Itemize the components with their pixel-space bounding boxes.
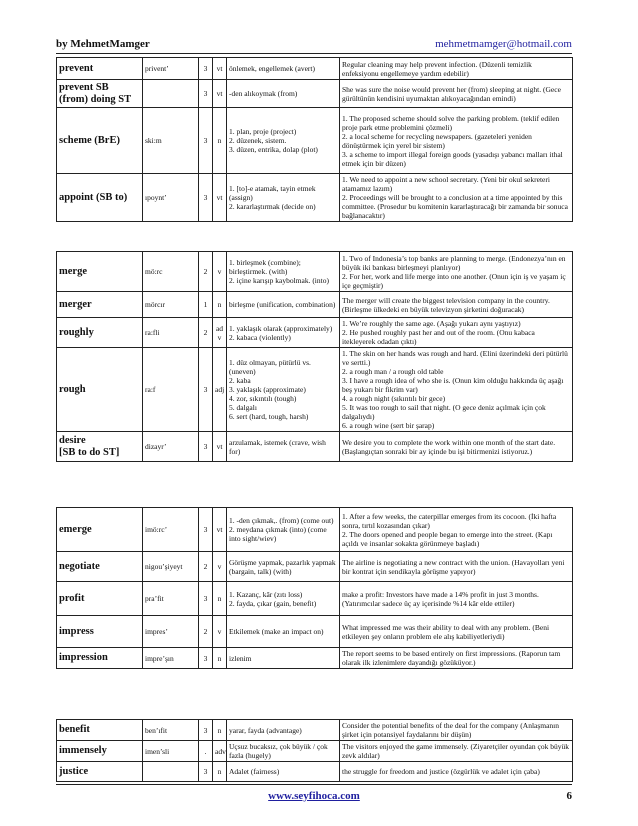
example-sentence-line: Consider the potential benefits of the deal for the company (Anlaşmanın şirket için potansiyel faydalarını bir düşün) bbox=[342, 721, 560, 739]
turkish-meaning bbox=[227, 741, 340, 762]
headword-line: appoint (SB to) bbox=[59, 191, 128, 203]
turkish-meaning-line: 2. kaba bbox=[229, 376, 251, 385]
pronunciation: mörcır bbox=[143, 292, 199, 318]
vocab-table-2 bbox=[56, 251, 573, 462]
example-sentence-line: The visitors enjoyed the game immensely. (Ziyaretçiler oyundan çok büyük zevk aldılar) bbox=[342, 742, 569, 760]
turkish-meaning bbox=[227, 252, 340, 292]
example-sentence-line: 2. The doors opened and people began to emerge into the street. (Kapı açıldı ve insanlar sokakta görünmeye başladı) bbox=[342, 529, 553, 548]
turkish-meaning bbox=[227, 348, 340, 432]
turkish-meaning-line: 1. plan, proje (project) bbox=[229, 127, 297, 136]
headword bbox=[57, 348, 143, 432]
syllable-count: 3 bbox=[199, 762, 213, 782]
pronunciation: ıpoynt’ bbox=[143, 174, 199, 222]
headword bbox=[57, 508, 143, 552]
turkish-meaning-line: 2. kararlaştırmak (decide on) bbox=[229, 202, 316, 211]
headword-line: merger bbox=[59, 298, 92, 310]
headword-line: benefit bbox=[59, 724, 90, 735]
example-sentence bbox=[340, 741, 573, 762]
headword bbox=[57, 616, 143, 648]
example-sentence bbox=[340, 348, 573, 432]
example-sentence bbox=[340, 762, 573, 782]
part-of-speech: vt bbox=[213, 174, 227, 222]
turkish-meaning-line: Görüşme yapmak, pazarlık yapmak (bargain, talk) (with) bbox=[229, 557, 336, 576]
part-of-speech: n bbox=[213, 762, 227, 782]
turkish-meaning bbox=[227, 582, 340, 616]
syllable-count: 2 bbox=[199, 252, 213, 292]
turkish-meaning-line: arzulamak, istemek (crave, wish for) bbox=[229, 437, 326, 456]
example-sentence-line: 1. The skin on her hands was rough and hard. (Elini üzerindeki deri pütürlü ve sertti.) bbox=[342, 349, 568, 367]
example-sentence bbox=[340, 582, 573, 616]
example-sentence bbox=[340, 616, 573, 648]
part-of-speech: vt bbox=[213, 80, 227, 108]
syllable-count: 3 bbox=[199, 720, 213, 741]
example-sentence bbox=[340, 432, 573, 462]
page-header bbox=[56, 38, 572, 52]
syllable-count: 3 bbox=[199, 58, 213, 80]
syllable-count: 1 bbox=[199, 292, 213, 318]
pronunciation: dizayr’ bbox=[143, 432, 199, 462]
headword-line: impression bbox=[59, 652, 108, 663]
pronunciation: impres’ bbox=[143, 616, 199, 648]
part-of-speech: n bbox=[213, 582, 227, 616]
turkish-meaning-line: 1. düz olmayan, pütürlü vs. (uneven) bbox=[229, 358, 311, 376]
turkish-meaning bbox=[227, 616, 340, 648]
example-sentence bbox=[340, 80, 573, 108]
example-sentence-line: make a profit: Investors have made a 14% profit in just 3 months. (Yatırımcılar sadece üç ay içerisinde %14 kâr elde ettiler) bbox=[342, 589, 539, 608]
syllable-count: . bbox=[199, 741, 213, 762]
pronunciation: impre’şın bbox=[143, 648, 199, 669]
part-of-speech: adv bbox=[213, 741, 227, 762]
footer-rule bbox=[56, 784, 572, 785]
headword-line: justice bbox=[59, 765, 89, 777]
turkish-meaning bbox=[227, 80, 340, 108]
turkish-meaning-line: 3. yaklaşık (approximate) bbox=[229, 385, 306, 394]
syllable-count: 3 bbox=[199, 508, 213, 552]
turkish-meaning bbox=[227, 174, 340, 222]
part-of-speech: vt bbox=[213, 432, 227, 462]
headword-line: scheme (BrE) bbox=[59, 134, 120, 146]
part-of-speech: n bbox=[213, 648, 227, 669]
pronunciation bbox=[143, 762, 199, 782]
vocab-table-4 bbox=[56, 719, 573, 782]
turkish-meaning-line: Adalet (fairness) bbox=[229, 767, 280, 776]
pronunciation: ski:m bbox=[143, 108, 199, 174]
headword-line: [SB to do ST] bbox=[59, 446, 120, 458]
turkish-meaning bbox=[227, 648, 340, 669]
syllable-count: 2 bbox=[199, 318, 213, 348]
example-sentence-line: Regular cleaning may help prevent infection. (Düzenli temizlik enfeksiyonu engellemeye yardım edebilir) bbox=[342, 59, 532, 78]
turkish-meaning-line: 1. -den çıkmak,. (from) (come out) bbox=[229, 516, 334, 525]
syllable-count: 3 bbox=[199, 648, 213, 669]
example-sentence-line: 5. It was too rough to sail that night. (O gece deniz açılmak için çok dalgalıydı) bbox=[342, 403, 546, 421]
turkish-meaning-line: Uçsuz bucaksız, çok büyük / çok fazla (hugely) bbox=[229, 742, 328, 760]
vocab-table-3 bbox=[56, 507, 573, 669]
syllable-count: 3 bbox=[199, 108, 213, 174]
turkish-meaning-line: -den alıkoymak (from) bbox=[229, 89, 298, 98]
example-sentence-line: 3. a scheme to import illegal foreign goods (yasadışı yabancı malları ithal etmek için bir düzen) bbox=[342, 149, 563, 168]
turkish-meaning-line: 1. Kazanç, kâr (zıtı loss) bbox=[229, 589, 303, 599]
example-sentence-line: 2. For her, work and life merge into one another. (Onun için iş ve yaşam iç içe geçmiştir) bbox=[342, 271, 566, 290]
turkish-meaning bbox=[227, 762, 340, 782]
pronunciation: imen’sli bbox=[143, 741, 199, 762]
pronunciation bbox=[143, 80, 199, 108]
example-sentence bbox=[340, 648, 573, 669]
vocab-row bbox=[57, 720, 573, 741]
headword-line: roughly bbox=[59, 326, 94, 338]
example-sentence-line: The report seems to be based entirely on first impressions. (Raporun tam olarak ilk izlenimlere dayandığı gözüküyor.) bbox=[342, 649, 561, 667]
example-sentence-line: 1. After a few weeks, the caterpillar emerges from its cocoon. (İki hafta sonra, tırtıl kozasından çıkar) bbox=[342, 511, 557, 530]
vocab-row bbox=[57, 741, 573, 762]
example-sentence-line: 2. Proceedings will be brought to a conclusion at a time appointed by this committee. (Prosedur bu komitenin kararlaştıracağı bir zamanda bir sonuca bağlanacaktır) bbox=[342, 193, 568, 220]
example-sentence-line: 6. a rough wine (sert bir şarap) bbox=[342, 421, 435, 430]
example-sentence bbox=[340, 108, 573, 174]
vocab-row bbox=[57, 552, 573, 582]
example-sentence-line: She was sure the noise would prevent her (from) sleeping at night. (Gece gürültünün kendisini uyumaktan alıkoyacağından emindi) bbox=[342, 84, 561, 103]
headword bbox=[57, 80, 143, 108]
example-sentence-line: the struggle for freedom and justice (özgürlük ve adalet için çaba) bbox=[342, 767, 540, 776]
author-name: by MehmetMamger bbox=[56, 38, 150, 50]
turkish-meaning bbox=[227, 108, 340, 174]
part-of-speech: adj bbox=[213, 348, 227, 432]
turkish-meaning-line: 2. düzenek, sistem. bbox=[229, 136, 287, 145]
part-of-speech: n bbox=[213, 108, 227, 174]
part-of-speech: v bbox=[213, 552, 227, 582]
headword-line: immensely bbox=[59, 745, 107, 756]
example-sentence-line: 2. a rough man / a rough old table bbox=[342, 367, 444, 376]
part-of-speech: n bbox=[213, 720, 227, 741]
part-of-speech: n bbox=[213, 292, 227, 318]
vocab-row bbox=[57, 432, 573, 462]
turkish-meaning-line: 2. kabaca (violently) bbox=[229, 332, 291, 342]
turkish-meaning-line: 1. [to]-e atamak, tayin etmek (assign) bbox=[229, 184, 316, 202]
example-sentence-line: 1. We’re roughly the same age. (Aşağı yukarı aynı yaştıyız) bbox=[342, 319, 521, 328]
pronunciation: mö:rc bbox=[143, 252, 199, 292]
page-footer bbox=[56, 790, 572, 804]
example-sentence-line: The airline is negotiating a new contract with the union. (Havayolları yeni bir kontrat için sendikayla görüşme yapıyor) bbox=[342, 557, 565, 576]
turkish-meaning bbox=[227, 58, 340, 80]
example-sentence bbox=[340, 552, 573, 582]
pronunciation: pra’fit bbox=[143, 582, 199, 616]
turkish-meaning-line: 4. zor, sıkıntılı (tough) bbox=[229, 394, 297, 403]
headword bbox=[57, 582, 143, 616]
vocab-row bbox=[57, 508, 573, 552]
turkish-meaning bbox=[227, 432, 340, 462]
example-sentence bbox=[340, 720, 573, 741]
example-sentence-line: 4. a rough night (sıkıntılı bir gece) bbox=[342, 394, 446, 403]
vocab-row bbox=[57, 318, 573, 348]
pronunciation: ra:fli bbox=[143, 318, 199, 348]
part-of-speech: ad v bbox=[213, 318, 227, 348]
vocab-row bbox=[57, 80, 573, 108]
example-sentence-line: 1. We need to appoint a new school secretary. (Yeni bir okul sekreteri atamamız lazım) bbox=[342, 175, 550, 193]
part-of-speech: v bbox=[213, 616, 227, 648]
headword-line: prevent SB (from) doing ST bbox=[59, 81, 132, 105]
example-sentence bbox=[340, 292, 573, 318]
website-link[interactable]: www.seyfihoca.com bbox=[268, 790, 360, 802]
headword bbox=[57, 58, 143, 80]
example-sentence bbox=[340, 508, 573, 552]
vocab-row bbox=[57, 292, 573, 318]
headword bbox=[57, 108, 143, 174]
turkish-meaning bbox=[227, 318, 340, 348]
turkish-meaning-line: izlenim bbox=[229, 653, 252, 663]
example-sentence-line: 3. I have a rough idea of who she is. (Onun kim olduğu hakkında üç aşağı beş yukarı bir fikrim var) bbox=[342, 376, 564, 394]
example-sentence bbox=[340, 174, 573, 222]
pronunciation: ben’ıfit bbox=[143, 720, 199, 741]
headword-line: profit bbox=[59, 592, 85, 604]
syllable-count: 3 bbox=[199, 582, 213, 616]
pronunciation: nigou’şiyeyt bbox=[143, 552, 199, 582]
headword bbox=[57, 762, 143, 782]
headword-line: emerge bbox=[59, 523, 92, 535]
headword-line: merge bbox=[59, 265, 87, 277]
syllable-count: 3 bbox=[199, 348, 213, 432]
turkish-meaning-line: 3. düzen, entrika, dolap (plot) bbox=[229, 145, 318, 154]
vocab-row bbox=[57, 252, 573, 292]
syllable-count: 3 bbox=[199, 174, 213, 222]
headword-line: prevent bbox=[59, 62, 94, 74]
vocab-row bbox=[57, 616, 573, 648]
example-sentence bbox=[340, 252, 573, 292]
example-sentence-line: We desire you to complete the work within one month of the start date. (Başlangıçtan sonraki bir ay içinde bu işi bitirmenizi istiyoruz.) bbox=[342, 437, 556, 456]
example-sentence bbox=[340, 318, 573, 348]
vocab-row bbox=[57, 762, 573, 782]
syllable-count: 2 bbox=[199, 552, 213, 582]
pronunciation: imö:rc’ bbox=[143, 508, 199, 552]
headword-line: impress bbox=[59, 625, 94, 637]
part-of-speech: vt bbox=[213, 58, 227, 80]
turkish-meaning-line: 5. dalgalı bbox=[229, 403, 257, 412]
example-sentence-line: 2. He pushed roughly past her and out of the room. (Onu kabaca itekleyerek odadan çıktı) bbox=[342, 328, 535, 346]
turkish-meaning-line: önlemek, engellemek (avert) bbox=[229, 64, 316, 73]
turkish-meaning-line: birleşme (unification, combination) bbox=[229, 300, 336, 309]
example-sentence bbox=[340, 58, 573, 80]
pronunciation: ra:f bbox=[143, 348, 199, 432]
part-of-speech: vt bbox=[213, 508, 227, 552]
syllable-count: 3 bbox=[199, 80, 213, 108]
vocab-table-1 bbox=[56, 57, 573, 222]
headword-line: desire bbox=[59, 434, 86, 446]
vocab-row bbox=[57, 582, 573, 616]
headword bbox=[57, 292, 143, 318]
turkish-meaning-line: 1. birleşmek (combine); birleştirmek. (with) bbox=[229, 258, 301, 276]
headword bbox=[57, 174, 143, 222]
vocab-row bbox=[57, 108, 573, 174]
turkish-meaning bbox=[227, 292, 340, 318]
headword bbox=[57, 720, 143, 741]
turkish-meaning-line: Etkilemek (make an impact on) bbox=[229, 627, 324, 636]
turkish-meaning-line: 2. içine karışıp kaybolmak. (into) bbox=[229, 276, 329, 285]
turkish-meaning-line: 2. fayda, çıkar (gain, benefit) bbox=[229, 598, 317, 608]
pronunciation: privent’ bbox=[143, 58, 199, 80]
turkish-meaning-line: 1. yaklaşık olarak (approximately) bbox=[229, 323, 333, 333]
part-of-speech: v bbox=[213, 252, 227, 292]
header-rule bbox=[56, 53, 572, 54]
vocab-row bbox=[57, 58, 573, 80]
syllable-count: 3 bbox=[199, 432, 213, 462]
example-sentence-line: The merger will create the biggest television company in the country. (Birleşme ülkedeki en büyük televizyon şirketini doğuracak) bbox=[342, 295, 550, 314]
headword bbox=[57, 648, 143, 669]
vocab-row bbox=[57, 648, 573, 669]
example-sentence-line: 1. Two of Indonesia’s top banks are planning to merge. (Endonezya’nın en büyük iki bankası birleşmeyi planlıyor) bbox=[342, 253, 566, 272]
page-number: 6 bbox=[566, 790, 572, 802]
headword-line: negotiate bbox=[59, 560, 100, 572]
turkish-meaning bbox=[227, 508, 340, 552]
turkish-meaning bbox=[227, 720, 340, 741]
example-sentence-line: 1. The proposed scheme should solve the parking problem. (teklif edilen proje park etme problemini çözmeli) bbox=[342, 113, 560, 132]
example-sentence-line: What impressed me was their ability to deal with any problem. (Beni etkileyen şey onların problem ele alış kabiliyetleriydi) bbox=[342, 622, 550, 641]
turkish-meaning-line: 2. meydana çıkmak (into) (come into sight/wiev) bbox=[229, 525, 327, 543]
turkish-meaning-line: yarar, fayda (advantage) bbox=[229, 725, 302, 735]
turkish-meaning-line: 6. sert (hard, tough, harsh) bbox=[229, 412, 309, 421]
vocab-row bbox=[57, 348, 573, 432]
vocab-row bbox=[57, 174, 573, 222]
headword bbox=[57, 252, 143, 292]
headword bbox=[57, 552, 143, 582]
headword bbox=[57, 741, 143, 762]
turkish-meaning bbox=[227, 552, 340, 582]
headword-line: rough bbox=[59, 383, 86, 395]
headword bbox=[57, 318, 143, 348]
syllable-count: 2 bbox=[199, 616, 213, 648]
headword bbox=[57, 432, 143, 462]
author-email-link[interactable]: mehmetmamger@hotmail.com bbox=[435, 38, 572, 50]
example-sentence-line: 2. a local scheme for recycling newspapers. (gazeteleri yeniden dönüştürmek için yerel bir sistem) bbox=[342, 131, 532, 150]
